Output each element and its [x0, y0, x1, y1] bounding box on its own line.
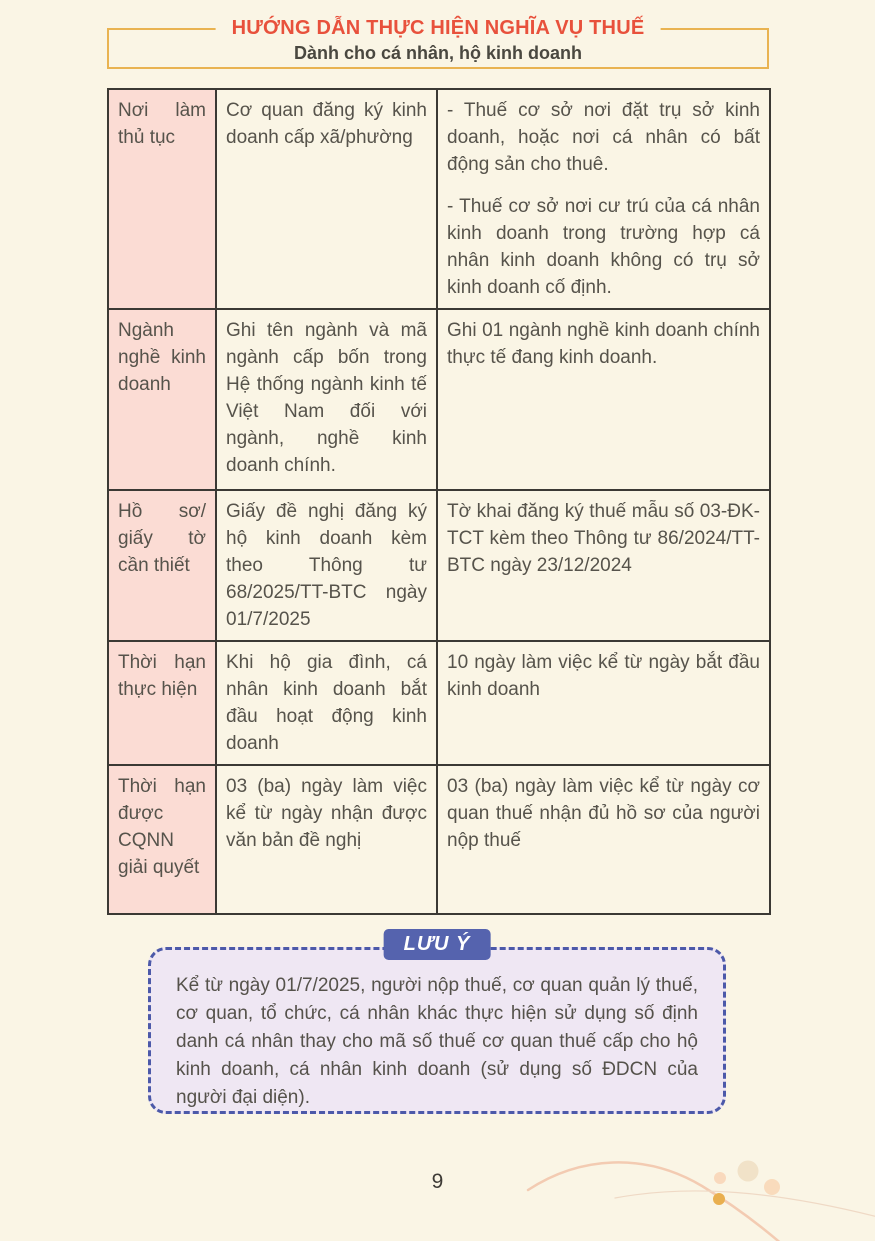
page-title: HƯỚNG DẪN THỰC HIỆN NGHĨA VỤ THUẾ [216, 17, 661, 40]
table-row [108, 765, 770, 914]
table-row [108, 641, 770, 765]
row-label: Hồ sơ/ giấy tờ cần thiết [118, 501, 206, 576]
cell-text: Ghi 01 ngành nghề kinh doanh chính thực tế đang kinh doanh. [447, 320, 760, 368]
row-label: Nơi làm thủ tục [118, 100, 206, 148]
table-row [108, 490, 770, 641]
procedure-cell [216, 765, 437, 914]
procedure-cell [216, 89, 437, 309]
row-label-cell [108, 765, 216, 914]
row-label-cell [108, 641, 216, 765]
tax-cell [437, 490, 770, 641]
row-label-cell [108, 89, 216, 309]
row-label: Ngành nghề kinh doanh [118, 320, 206, 395]
row-label-cell [108, 309, 216, 490]
decorative-curve-thin [615, 1191, 875, 1217]
note-box [148, 933, 726, 1114]
tax-cell [437, 89, 770, 309]
page-number: 9 [431, 1170, 444, 1193]
procedure-cell [216, 309, 437, 490]
cell-text: 03 (ba) ngày làm việc kể từ ngày nhận được văn bản đề nghị [226, 776, 427, 851]
row-label: Thời hạn được CQNN giải quyết [118, 776, 206, 878]
tax-procedure-table [107, 88, 771, 915]
note-badge: LƯU Ý [384, 929, 491, 960]
table-row [108, 89, 770, 309]
row-label: Thời hạn thực hiện [118, 652, 206, 700]
row-label-cell [108, 490, 216, 641]
header-frame [107, 17, 769, 69]
cell-text: 10 ngày làm việc kể từ ngày bắt đầu kinh doanh [447, 652, 760, 700]
page-subtitle: Dành cho cá nhân, hộ kinh doanh [293, 43, 582, 63]
tax-cell [437, 765, 770, 914]
decorative-dot-gold [713, 1193, 725, 1205]
procedure-cell [216, 641, 437, 765]
cell-text: Ghi tên ngành và mã ngành cấp bốn trong Hệ thống ngành kinh tế Việt Nam đối với ngành, nghề kinh doanh chính. [226, 320, 427, 476]
procedure-cell [216, 490, 437, 641]
cell-text: Khi hộ gia đình, cá nhân kinh doanh bắt đầu hoạt động kinh doanh [226, 652, 427, 754]
cell-text: Tờ khai đăng ký thuế mẫu số 03-ĐK-TCT kèm theo Thông tư 86/2024/TT-BTC ngày 23/12/2024 [447, 501, 760, 576]
tax-cell [437, 641, 770, 765]
cell-text: 03 (ba) ngày làm việc kể từ ngày cơ quan thuế nhận đủ hồ sơ của người nộp thuế [447, 776, 760, 851]
cell-text: Giấy đề nghị đăng ký hộ kinh doanh kèm theo Thông tư 68/2025/TT-BTC ngày 01/7/2025 [226, 501, 427, 630]
cell-text: - Thuế cơ sở nơi cư trú của cá nhân kinh doanh trong trường hợp cá nhân kinh doanh không có trụ sở kinh doanh cố định. [447, 196, 760, 298]
tax-cell [437, 309, 770, 490]
cell-text: Cơ quan đăng ký kinh doanh cấp xã/phường [226, 100, 427, 148]
cell-text: - Thuế cơ sở nơi đặt trụ sở kinh doanh, hoặc nơi cá nhân có bất động sản cho thuê. [447, 100, 760, 175]
table-row [108, 309, 770, 490]
note-text: Kể từ ngày 01/7/2025, người nộp thuế, cơ quan quản lý thuế, cơ quan, tổ chức, cá nhân khác thực hiện sử dụng số định danh cá nhân thay cho mã số thuế cơ quan thuế cấp cho hộ kinh doanh, cá nhân kinh doanh (sử dụng số ĐDCN của người đại diện). [176, 975, 698, 1108]
